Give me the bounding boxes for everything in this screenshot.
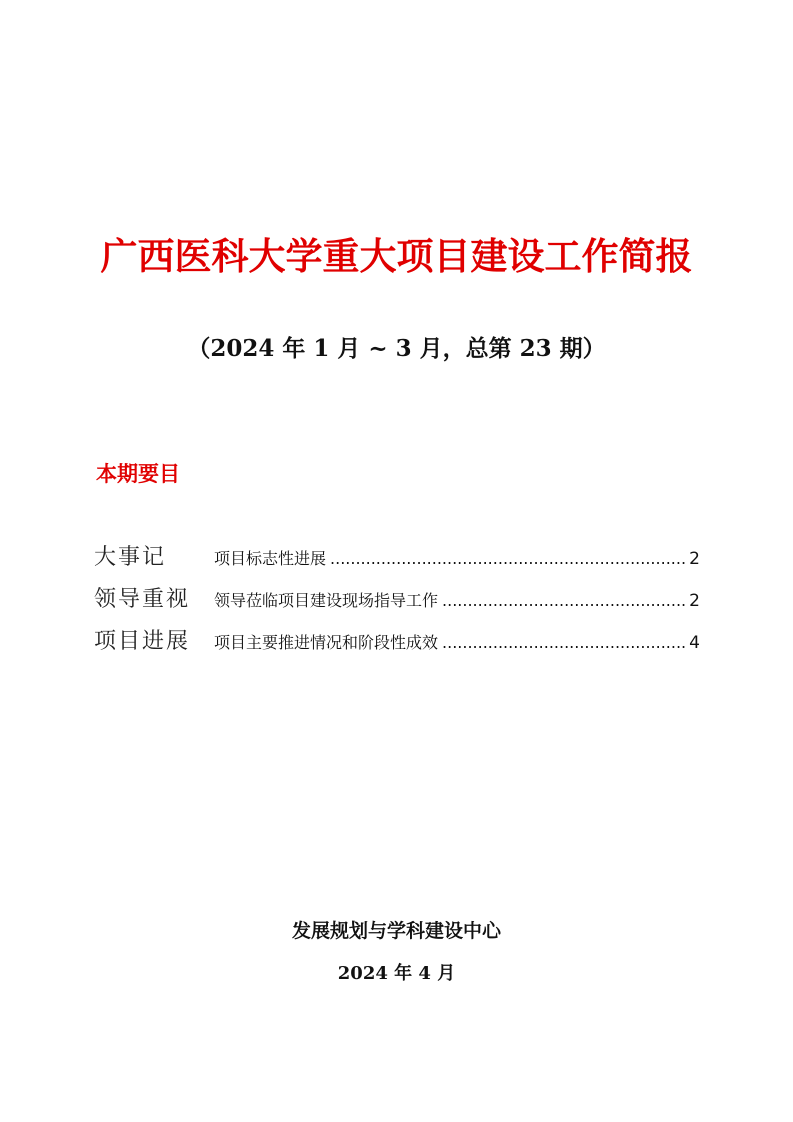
toc-entry[interactable] — [94, 582, 700, 624]
table-of-contents — [94, 540, 700, 666]
contents-heading: 本期要目 — [96, 462, 180, 486]
toc-title: 项目标志性进展 — [214, 549, 327, 568]
report-title: 广西医科大学重大项目建设工作简报 — [100, 234, 693, 278]
toc-category: 大事记 — [94, 545, 167, 570]
toc-entry[interactable] — [94, 624, 700, 666]
issuing-organization: 发展规划与学科建设中心 — [291, 920, 501, 942]
issue-period: （2024 年 1 月 ~ 3 月，总第 23 期） — [187, 335, 606, 362]
toc-leader-dots — [330, 549, 685, 568]
toc-page-number: 4 — [689, 633, 700, 653]
toc-category: 项目进展 — [94, 629, 191, 654]
issue-date: 2024 年 4 月 — [337, 963, 456, 984]
toc-category: 领导重视 — [94, 587, 191, 612]
toc-page-number: 2 — [689, 549, 700, 569]
toc-title: 项目主要推进情况和阶段性成效 — [214, 633, 439, 652]
toc-entry[interactable] — [94, 540, 700, 582]
toc-leader-dots — [442, 633, 685, 652]
toc-title: 领导莅临项目建设现场指导工作 — [214, 591, 439, 610]
toc-leader-dots — [442, 591, 685, 610]
toc-page-number: 2 — [689, 591, 700, 611]
